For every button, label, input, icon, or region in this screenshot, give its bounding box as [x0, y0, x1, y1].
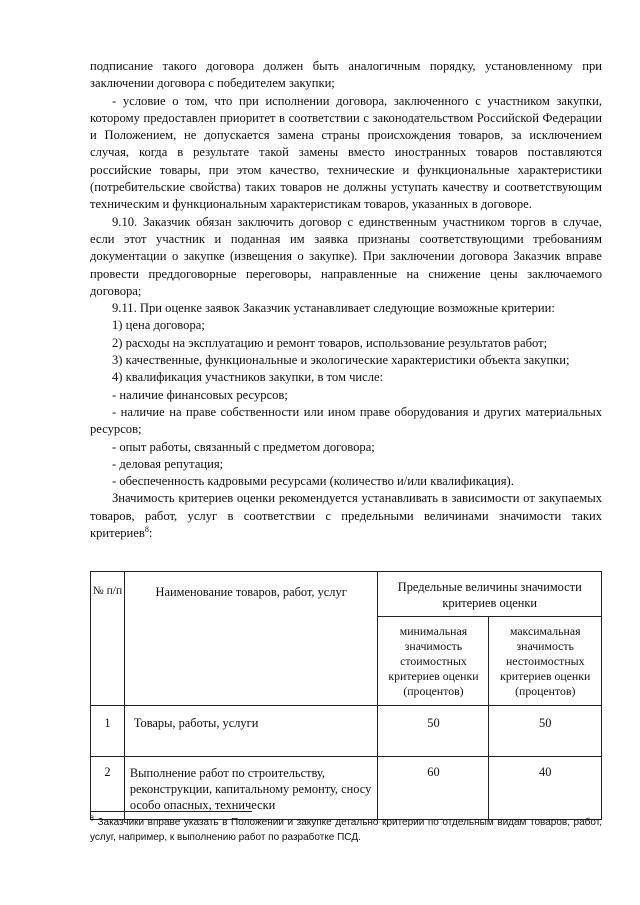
- list-item: 1) цена договора;: [112, 318, 205, 333]
- paragraph: подписание такого договора должен быть аналогичным порядку, установленному при заключении договора с победителем закупки;: [90, 59, 602, 91]
- table-header-name: Наименование товаров, работ, услуг: [124, 572, 378, 706]
- list-item: 2) расходы на эксплуатацию и ремонт товаров, использование результатов работ;: [112, 335, 548, 350]
- table-cell-max: 50: [489, 706, 602, 757]
- list-item: - опыт работы, связанный с предметом договора;: [112, 439, 375, 454]
- list-item: 4) квалификация участников закупки, в том числе:: [112, 370, 384, 385]
- table-header-num: № п/п: [91, 572, 125, 706]
- paragraph: 9.10. Заказчик обязан заключить договор с единственным участником торгов в случае, если этот участник и поданная им заявка признаны соответствующими требованиям документации о закупке (извещения о закупке). При заключении договора Заказчик вправе провести преддоговорные переговоры, направленные на снижение цены заключаемого договора;: [90, 214, 602, 298]
- footnote-text: Заказчики вправе указать в Положении и закупке детально критерии по отдельным видам товаров, работ, услуг, например, к выполнению работ по разработке ПСД.: [90, 817, 602, 843]
- list-item: 3) качественные, функциональные и экологические характеристики объекта закупки;: [112, 353, 570, 368]
- paragraph-text: Значимость критериев оценки рекомендуется устанавливать в зависимости от закупаемых товаров, работ, услуг в соответствии с предельными величинами значимости таких критериев: [90, 491, 602, 541]
- footnote-divider: [90, 811, 252, 812]
- paragraph: - условие о том, что при исполнении договора, заключенного с участником закупки, которому предоставлен приоритет в соответствии с законодательством Российской Федерации и Положением, не допускается замена страны происхождения товаров, за исключением случая, когда в результате такой замены вместо иностранных товаров поставляются российские товары, при этом качество, технические и функциональные характеристики (потребительские свойства) таких товаров не должны уступать качеству и соответствующим техническим и функциональным характеристикам товаров, указанных в договоре.: [90, 93, 602, 212]
- paragraph-suffix: :: [148, 526, 153, 541]
- list-item: - наличие финансовых ресурсов;: [112, 387, 288, 402]
- paragraph: 9.11. При оценке заявок Заказчик устанавливает следующие возможные критерии:: [112, 301, 555, 316]
- table-cell-max: 40: [489, 757, 602, 820]
- table-cell-num: 2: [91, 757, 125, 820]
- table-cell-min: 60: [378, 757, 489, 820]
- table-cell-name: Товары, работы, услуги: [124, 706, 378, 757]
- table-row: [91, 706, 602, 757]
- criteria-table: [90, 571, 602, 820]
- table-cell-min: 50: [378, 706, 489, 757]
- paragraph: [90, 490, 602, 542]
- list-item: - деловая репутация;: [112, 456, 224, 471]
- footnote: [90, 816, 602, 845]
- table-header-group: Предельные величины значимости критериев оценки: [378, 572, 602, 617]
- list-item: - наличие на праве собственности или ином праве оборудования и других материальных ресурсов;: [90, 404, 602, 437]
- footnote-reference[interactable]: 8: [144, 524, 149, 534]
- list-item: - обеспеченность кадровыми ресурсами (количество и/или квалификация).: [112, 474, 514, 489]
- footnote-mark: 8: [90, 815, 94, 823]
- table-cell-num: 1: [91, 706, 125, 757]
- body-text: [90, 58, 602, 542]
- table-header-min: минимальная значимость стоимостных критериев оценки (процентов): [378, 617, 489, 706]
- table-header-max: максимальная значимость нестоимостных критериев оценки (процентов): [489, 617, 602, 706]
- table-cell-name: Выполнение работ по строительству, реконструкции, капитальному ремонту, сносу особо опасных, технически: [124, 757, 378, 820]
